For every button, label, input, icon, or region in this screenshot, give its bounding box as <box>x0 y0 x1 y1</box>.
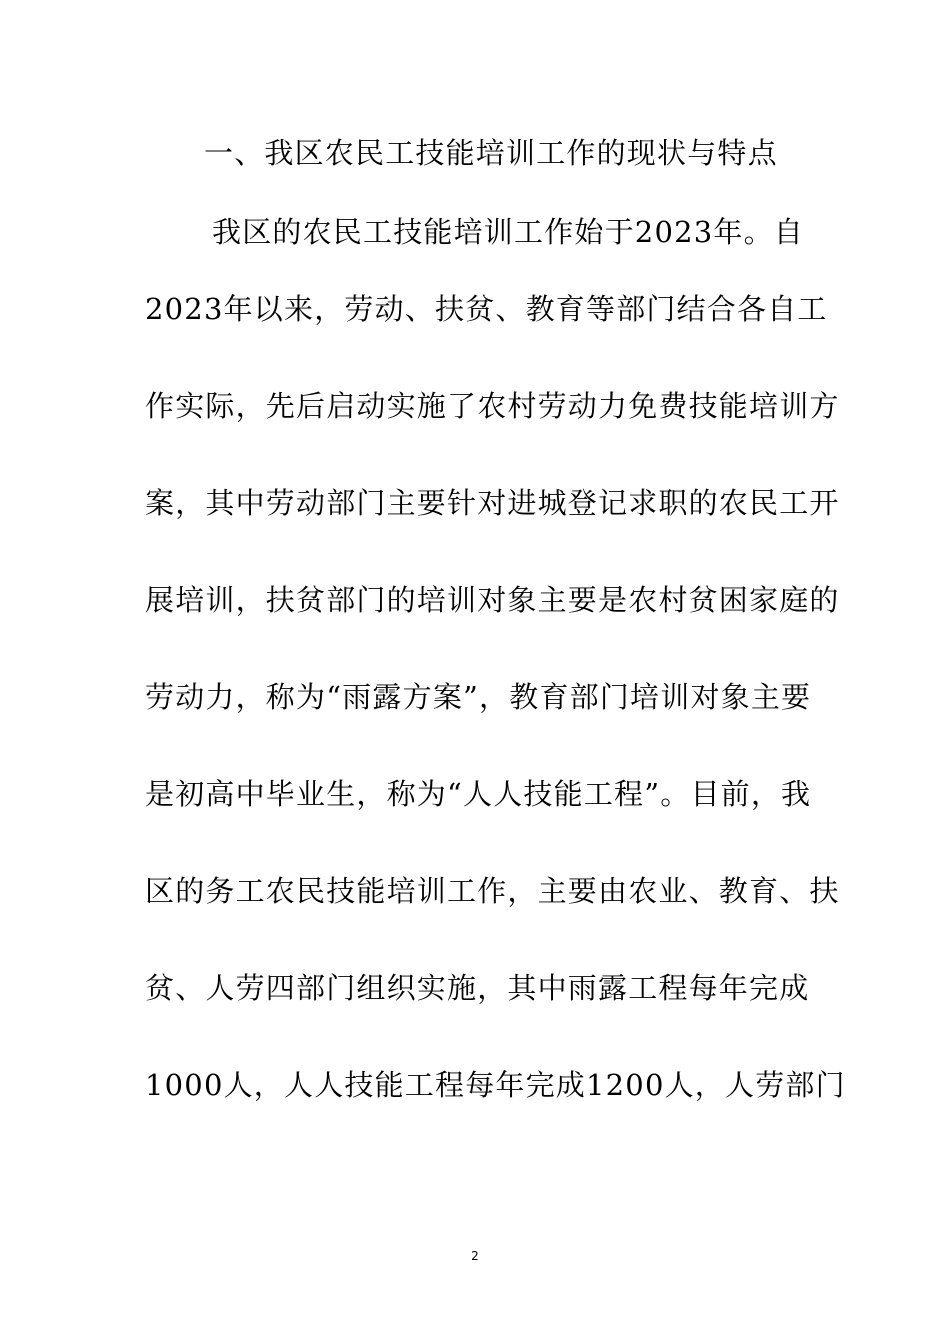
paragraph-line-5: 展培训，扶贫部门的培训对象主要是农村贫困家庭的 <box>145 583 840 617</box>
paragraph-line-4: 案，其中劳动部门主要针对进城登记求职的农民工开 <box>145 486 840 520</box>
paragraph-line-1: 我区的农民工技能培训工作始于2023年。自 <box>212 215 805 249</box>
paragraph-line-10: 1000人，人人技能工程每年完成1200人，人劳部门 <box>145 1068 846 1102</box>
paragraph-line-3: 作实际，先后启动实施了农村劳动力免费技能培训方 <box>145 389 840 423</box>
paragraph-line-9: 贫、人劳四部门组织实施，其中雨露工程每年完成 <box>145 971 810 1005</box>
paragraph-line-2: 2023年以来，劳动、扶贫、教育等部门结合各自工 <box>145 292 828 326</box>
paragraph-line-6: 劳动力，称为“雨露方案”，教育部门培训对象主要 <box>145 680 812 714</box>
page-number: 2 <box>471 1249 479 1263</box>
section-heading: 一、我区农民工技能培训工作的现状与特点 <box>204 136 778 170</box>
paragraph-line-8: 区的务工农民技能培训工作，主要由农业、教育、扶 <box>145 874 840 908</box>
paragraph-line-7: 是初高中毕业生，称为“人人技能工程”。目前，我 <box>145 777 812 811</box>
